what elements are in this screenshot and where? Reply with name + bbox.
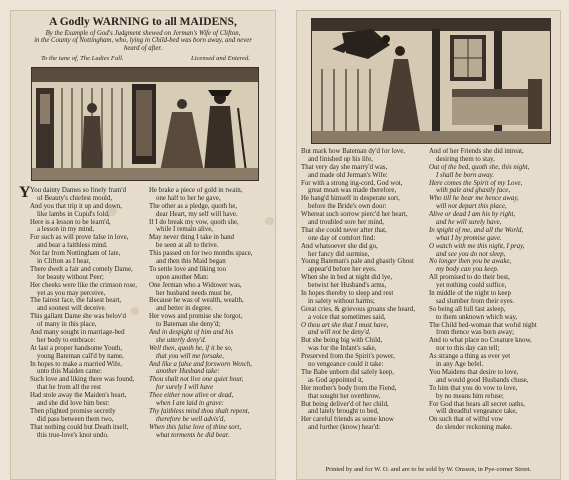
verse-line: nor to this day can tell; [436, 345, 500, 353]
verse-line: That nothing could but Death itself, [30, 423, 129, 431]
verse-line: You Maidens that desire to love, [429, 368, 519, 376]
verse-line: and he will surely have, [436, 219, 502, 227]
verse-line: for surely I will have [156, 384, 214, 392]
verse-line: do slender reckoning make. [436, 424, 513, 432]
verse-line: great moan was made therefore, [308, 187, 397, 195]
verse-line: to Bateman she deny'd; [156, 321, 221, 329]
verse-line: But she being big with Child, [301, 337, 383, 345]
verse-line: dear Heart, my self will have. [156, 210, 238, 218]
verse-line: And whatsoever she did go, [301, 242, 378, 250]
verse-line: The Babe unborn did safely keep, [301, 368, 394, 376]
verse-line: Her careful friends as some know [301, 416, 394, 424]
foxing-stain [265, 217, 274, 225]
verse-line: That she could never after that, [301, 226, 387, 234]
verse-line: and troubled sore her mind, [308, 219, 384, 227]
verse-line: her fancy did surmise, [308, 250, 370, 258]
verse-line: This passed on for two months space, [149, 250, 253, 258]
verse-line: and see you do not sleep, [436, 250, 506, 258]
verse-line: And like a false and forsworn Wench, [149, 360, 252, 368]
verse-line: And in despight of him and his [149, 329, 234, 337]
verse-line: Here comes the Spirit of my Love, [429, 179, 523, 187]
verse-line: will dreadful vengeance take, [436, 408, 518, 416]
verse-line: That very day she marry'd was, [301, 163, 388, 171]
verse-line: There dwelt a fair and comely Dame, [30, 265, 133, 273]
verse-line: For such as will prove false in love, [30, 234, 129, 242]
verse-line: sad slumber from their eyes. [436, 297, 515, 305]
verse-line: May never thing I take in hand [149, 234, 234, 242]
verse-line: In hopes to make a married Wife, [30, 360, 123, 368]
verse-line: and finished up his life, [308, 155, 373, 163]
tune-line: To the tune of, The Ladies Fall. [41, 55, 124, 62]
verse-line: before the Bride's own door: [308, 203, 387, 211]
verse-line: with pale and ghastly face, [436, 187, 511, 195]
verse-line: He brake a piece of gold in twain, [149, 187, 243, 194]
verse-line: as God appointed it, [308, 376, 364, 384]
verse-line: Her mother's body from the Fiend, [301, 384, 397, 392]
ballad-title: A Godly WARNING to all MAIDENS, [49, 16, 237, 28]
drop-cap: Y [19, 184, 31, 201]
verse-line: a lesson in my mind, [37, 226, 95, 234]
verse-line: In spight of me, and all the World, [429, 226, 524, 234]
verse-line: desiring them to stay, [436, 155, 495, 163]
verse-line: This gallant Dame she was belov'd [30, 313, 126, 321]
verse-line: of many in this place, [37, 321, 97, 329]
verse-line: a voice that sometimes said, [308, 313, 386, 321]
verse-line: and will not be deny'd. [308, 329, 371, 337]
verse-line: In middle of the night to keep [429, 290, 511, 298]
woodcut-wedding-scene [31, 67, 259, 181]
verse-line: her husband needs must be, [156, 289, 232, 297]
verse-line: All promised to do their best, [429, 274, 510, 282]
verse-line: betwixt her Husband's arms, [308, 282, 387, 290]
verse-line: And you that trip it up and down, [30, 202, 122, 210]
verse-line: Whereat such sorrow pierc'd her heart, [301, 211, 408, 219]
verse-line: in Clifton as I hear, [37, 258, 91, 266]
verse-line: Thy faithless mind thou shalt repent, [149, 407, 250, 415]
left-page [10, 10, 276, 480]
verse-line: yet nothing could suffice, [436, 282, 507, 290]
verse-line: of Beauty's chiefest mould, [37, 194, 113, 202]
verse-line: and then this Maid began [156, 258, 226, 266]
verse-line: Then plighted promise secretly [30, 407, 116, 415]
verse-line: But being deliver'd of her child, [301, 400, 389, 408]
verse-line: unto this Maiden came: [37, 368, 102, 376]
verse-line: one half to her he gave, [156, 194, 221, 202]
verse-line: did pass between them two, [37, 415, 114, 423]
verse-line: Thee either now alive or dead, [149, 392, 234, 400]
verse-line: But mark how Bateman dy'd for love, [301, 148, 406, 155]
verse-line: So being all full fast asleep, [429, 305, 506, 313]
verse-line: her body to embrace: [37, 336, 96, 344]
license-line: Licensed and Entered. [191, 55, 250, 62]
verse-line: The Child bed-woman that woful night [429, 321, 537, 329]
verse-line: The fairest face, the falsest heart, [30, 297, 122, 305]
verse-line: Her cheeks were like the crimson rose, [30, 281, 137, 289]
verse-line: He hang'd himself in desperate sort, [301, 195, 400, 203]
verse-line: in safety without harms; [308, 297, 375, 305]
verse-line: Out of the bed, quoth she, this night, [429, 163, 530, 171]
verse-line: I shall be born away. [436, 171, 494, 179]
verse-line: One Jerman who a Widower was, [149, 281, 242, 289]
verse-line: O thou art she that I must have, [301, 321, 389, 329]
verse-line: No longer then you be awake, [429, 258, 512, 266]
verse-line: was for the Infant's sake, [308, 345, 377, 353]
verse-line: At last a proper handsome Youth, [30, 344, 123, 352]
ballad-subtitle: By the Example of God's Judgment shewed on Jerman's Wife of Clifton, in the County of Nottingham, who, lying in Child-bed was born away, and never heard of after. [34, 30, 252, 52]
verse-line: for beauty without Peer; [37, 273, 104, 281]
verse-line: Her vows and promise she forgot, [149, 313, 243, 321]
verse-line: appear'd before her eyes. [308, 266, 377, 274]
verse-line: be seen at all to thrive. [156, 242, 219, 250]
right-page [296, 10, 561, 480]
verse-line: and made old Jerman's Wife: [308, 171, 388, 179]
woodcut-illustration [32, 68, 258, 180]
verse-line: And of her Friends she did intreat, [429, 148, 524, 155]
verse-line: Had stole away the Maiden's heart, [30, 392, 127, 400]
verse-line: Preserved from the Spirit's power, [301, 353, 395, 361]
verse-line: Here is a lesson to be learn'd, [30, 218, 111, 226]
verse-line: what I by promise gave. [436, 234, 502, 242]
verse-line: and would good Husbands chuse, [436, 376, 529, 384]
verse-column-right-2 [429, 148, 537, 432]
verse-line: Young Bateman's pale and ghastly Ghost [301, 258, 414, 266]
verse-line: like lambs in Cupid's fold, [37, 210, 110, 218]
verse-line: And many sought in marriage-bed [30, 329, 125, 337]
verse-line: another Husband take: [156, 368, 220, 376]
verse-line: Such love and liking there was found, [30, 376, 135, 384]
printer-imprint: Printed by and for W. O. and are to be sold by W. Onsson, in Pye-corner Street. [325, 466, 532, 473]
verse-line: Great cries, & grievous groans she heard, [301, 305, 416, 313]
verse-line: O watch with me this night, I pray, [429, 242, 525, 250]
verse-line: In hopes thereby to sleep and rest [301, 290, 394, 298]
verse-line: Because he was of wealth, wealth, [149, 297, 244, 305]
verse-line: that he from all the rest [37, 384, 102, 392]
verse-line: Alive or dead I am his by right, [429, 211, 516, 219]
woodcut-illustration [312, 19, 550, 143]
woodcut-ghost-scene [311, 18, 551, 144]
verse-line: and better in degree. [156, 305, 213, 313]
verse-line: To him that you do vow to love, [429, 384, 518, 392]
verse-line: Thou shalt not live one quiet hour, [149, 376, 244, 384]
verse-line: in any Age befel. [436, 361, 484, 369]
verse-line: and she did love him best: [37, 400, 110, 408]
verse-line: to them unknown which way, [436, 313, 518, 321]
verse-line: and bear a faithless mind. [37, 242, 108, 250]
verse-line: what torments he did bear. [156, 431, 230, 439]
verse-line: When she in bed at night did lye, [301, 274, 393, 282]
verse-line: that you will me forsake, [156, 352, 224, 360]
verse-line: and lately brought to bed, [308, 408, 379, 416]
verse-line: On such that of wilful vow [429, 416, 504, 424]
verse-line: If I do break my vow, quoth she, [149, 218, 239, 226]
verse-column-left-1 [30, 187, 137, 440]
verse-line: my body can you keep. [436, 266, 499, 274]
verse-line: young Bateman call'd by name, [37, 352, 124, 360]
verse-line: The other as a pledge, quoth he, [149, 202, 238, 210]
verse-line: therefore be well advis'd, [156, 415, 226, 423]
verse-line: and further (know) hear'd: [308, 424, 381, 432]
verse-line: and soonest will deceive. [37, 305, 107, 313]
verse-line: upon another Man: [156, 273, 209, 281]
verse-line: As strange a thing as ever yet [429, 353, 511, 361]
verse-column-left-2 [149, 187, 253, 440]
verse-line: that sought her overthrow, [308, 392, 381, 400]
verse-line: And to what place no Creature know, [429, 337, 532, 345]
verse-line: Not far from Nottingham of late, [30, 250, 121, 258]
verse-line: while I remain alive, [156, 226, 214, 234]
verse-line: this true-love's knot undo. [37, 431, 109, 439]
verse-line: she utterly deny'd. [156, 336, 207, 344]
verse-line: For with a strong ing-cord, God wot, [301, 179, 403, 187]
verse-line: For God that hears all secret oaths, [429, 400, 525, 408]
verse-line: yet as you may perceive, [37, 289, 106, 297]
verse-column-right-1 [301, 148, 415, 432]
verse-line: by no means him refuse; [436, 392, 504, 400]
verse-line: Well then, quoth he, if it be so, [149, 344, 233, 352]
verse-line: no vengeance could it take: [308, 361, 384, 369]
verse-line: To settle love and liking too [149, 265, 227, 273]
verse-line: will not depart this place, [436, 203, 507, 211]
verse-line: from thence was born away; [436, 329, 515, 337]
verse-line: When this false love of thine sort, [149, 423, 242, 431]
verse-line: Who till he bear me hence away, [429, 195, 519, 203]
verse-line: when I am laid in grave: [156, 400, 224, 408]
verse-line: You dainty Dames so finely fram'd [30, 187, 127, 194]
verse-line: one day of comfort find: [308, 234, 376, 242]
